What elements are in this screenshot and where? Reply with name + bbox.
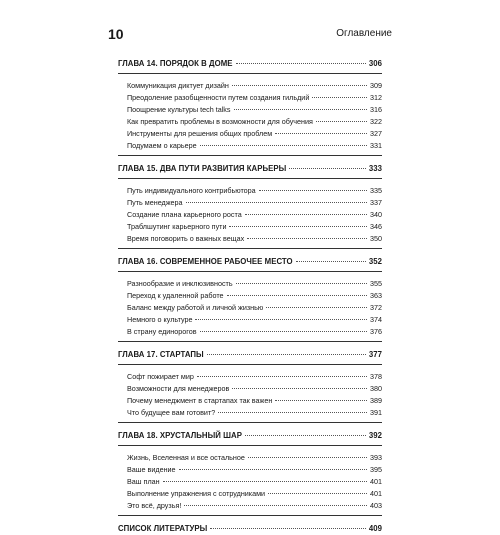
- chapter-page-number: 409: [368, 524, 382, 533]
- chapter-heading-row[interactable]: [118, 429, 382, 442]
- entry-page-number: 322: [370, 117, 382, 126]
- dot-leader: [259, 190, 367, 191]
- dot-leader: [197, 376, 367, 377]
- dot-leader: [289, 168, 365, 169]
- dot-leader: [296, 261, 366, 262]
- entry-page-number: 372: [370, 303, 382, 312]
- dot-leader: [218, 412, 367, 413]
- chapter-heading-row[interactable]: [118, 255, 382, 268]
- toc-entry[interactable]: [127, 464, 382, 476]
- chapter-title: ГЛАВА 16. СОВРЕМЕННОЕ РАБОЧЕЕ МЕСТО: [118, 257, 293, 266]
- chapter-heading-row[interactable]: [118, 57, 382, 70]
- toc-entry[interactable]: [127, 92, 382, 104]
- chapter-rule: [118, 248, 382, 249]
- entry-title: Переход к удаленной работе: [127, 291, 224, 300]
- entry-title: Разнообразие и инклюзивность: [127, 279, 233, 288]
- chapter-rule: [118, 178, 382, 179]
- toc-entry[interactable]: [127, 371, 382, 383]
- chapter-rule: [118, 341, 382, 342]
- dot-leader: [247, 238, 367, 239]
- entry-title: Почему менеджмент в стартапах так важен: [127, 396, 273, 405]
- dot-leader: [227, 295, 367, 296]
- entry-title: Коммуникация диктует дизайн: [127, 81, 229, 90]
- dot-leader: [207, 354, 366, 355]
- entry-page-number: 309: [370, 81, 382, 90]
- chapter-title: ГЛАВА 17. СТАРТАПЫ: [118, 350, 204, 359]
- toc-entry[interactable]: [127, 395, 382, 407]
- chapter-page-number: 392: [368, 431, 382, 440]
- toc-entry[interactable]: [127, 221, 382, 233]
- entry-page-number: 331: [370, 141, 382, 150]
- toc-entry[interactable]: [127, 278, 382, 290]
- toc-chapter: [118, 429, 382, 516]
- entry-page-number: 355: [370, 279, 382, 288]
- dot-leader: [236, 283, 367, 284]
- entry-page-number: 363: [370, 291, 382, 300]
- chapter-rule: [118, 422, 382, 423]
- entry-page-number: 393: [370, 453, 382, 462]
- entry-title: Баланс между работой и личной жизнью: [127, 303, 264, 312]
- entry-title: Выполнение упражнения с сотрудниками: [127, 489, 266, 498]
- entry-title: Подумаем о карьере: [127, 141, 197, 150]
- toc-chapter: [118, 162, 382, 249]
- entry-title: Ваше видение: [127, 465, 176, 474]
- chapter-heading-row[interactable]: [118, 162, 382, 175]
- chapter-heading-row[interactable]: [118, 348, 382, 361]
- entry-page-number: 378: [370, 372, 382, 381]
- page-header: [108, 26, 392, 42]
- entry-title: Путь индивидуального контрибьютора: [127, 186, 256, 195]
- toc-chapter: [118, 57, 382, 156]
- toc-chapter: [118, 522, 382, 535]
- entry-page-number: 403: [370, 501, 382, 510]
- dot-leader: [234, 109, 368, 110]
- dot-leader: [275, 400, 367, 401]
- entry-page-number: 389: [370, 396, 382, 405]
- entry-page-number: 316: [370, 105, 382, 114]
- toc-entry[interactable]: [127, 326, 382, 338]
- toc-entry[interactable]: [127, 116, 382, 128]
- chapter-page-number: 352: [368, 257, 382, 266]
- chapter-rule: [118, 155, 382, 156]
- toc-chapter: [118, 348, 382, 423]
- toc-entry[interactable]: [127, 314, 382, 326]
- chapter-title: ГЛАВА 15. ДВА ПУТИ РАЗВИТИЯ КАРЬЕРЫ: [118, 164, 287, 173]
- toc-entry[interactable]: [127, 302, 382, 314]
- dot-leader: [266, 307, 367, 308]
- entry-page-number: 327: [370, 129, 382, 138]
- dot-leader: [248, 457, 367, 458]
- chapter-rule: [118, 515, 382, 516]
- page-number: 10: [108, 26, 124, 42]
- chapter-rule: [118, 73, 382, 74]
- entry-page-number: 340: [370, 210, 382, 219]
- entry-title: Путь менеджера: [127, 198, 183, 207]
- dot-leader: [210, 528, 365, 529]
- toc-entry[interactable]: [127, 128, 382, 140]
- toc-entry[interactable]: [127, 383, 382, 395]
- dot-leader: [275, 133, 367, 134]
- dot-leader: [179, 469, 367, 470]
- chapter-heading-row[interactable]: [118, 522, 382, 535]
- entry-page-number: 401: [370, 489, 382, 498]
- toc-entry[interactable]: [127, 233, 382, 245]
- toc-entry[interactable]: [127, 104, 382, 116]
- toc-entry[interactable]: [127, 185, 382, 197]
- dot-leader: [268, 493, 367, 494]
- entry-title: Это всё, друзья!: [127, 501, 182, 510]
- entry-page-number: 401: [370, 477, 382, 486]
- dot-leader: [312, 97, 367, 98]
- toc-entry[interactable]: [127, 209, 382, 221]
- toc-entry[interactable]: [127, 488, 382, 500]
- chapter-page-number: 306: [368, 59, 382, 68]
- dot-leader: [186, 202, 367, 203]
- entry-page-number: 346: [370, 222, 382, 231]
- chapter-title: СПИСОК ЛИТЕРАТУРЫ: [118, 524, 208, 533]
- dot-leader: [184, 505, 367, 506]
- entry-page-number: 350: [370, 234, 382, 243]
- running-title: Оглавление: [336, 28, 392, 39]
- entry-page-number: 312: [370, 93, 382, 102]
- toc-entry[interactable]: [127, 80, 382, 92]
- dot-leader: [232, 85, 367, 86]
- dot-leader: [229, 226, 367, 227]
- entry-title: Ваш план: [127, 477, 160, 486]
- entry-page-number: 391: [370, 408, 382, 417]
- entry-title: Создание плана карьерного роста: [127, 210, 242, 219]
- dot-leader: [316, 121, 367, 122]
- toc-entry[interactable]: [127, 500, 382, 512]
- entry-page-number: 380: [370, 384, 382, 393]
- toc-entry[interactable]: [127, 452, 382, 464]
- toc-entry[interactable]: [127, 140, 382, 152]
- toc-entry[interactable]: [127, 476, 382, 488]
- entry-page-number: 376: [370, 327, 382, 336]
- entry-title: Поощрение культуры tech talks: [127, 105, 231, 114]
- chapter-title: ГЛАВА 14. ПОРЯДОК В ДОМЕ: [118, 59, 233, 68]
- table-of-contents: [118, 57, 382, 535]
- chapter-rule: [118, 271, 382, 272]
- chapter-page-number: 377: [368, 350, 382, 359]
- entry-title: Как превратить проблемы в возможности для обучения: [127, 117, 313, 126]
- dot-leader: [195, 319, 367, 320]
- toc-entry[interactable]: [127, 197, 382, 209]
- toc-chapter: [118, 255, 382, 342]
- entry-title: Жизнь, Вселенная и все остальное: [127, 453, 245, 462]
- toc-entry[interactable]: [127, 407, 382, 419]
- dot-leader: [245, 435, 366, 436]
- entry-title: Возможности для менеджеров: [127, 384, 230, 393]
- entry-page-number: 337: [370, 198, 382, 207]
- entry-title: Что будущее вам готовит?: [127, 408, 216, 417]
- dot-leader: [200, 145, 367, 146]
- entry-page-number: 374: [370, 315, 382, 324]
- entry-title: Преодоление разобщенности путем создания гильдий: [127, 93, 310, 102]
- entry-title: В страну единорогов: [127, 327, 197, 336]
- chapter-page-number: 333: [368, 164, 382, 173]
- entry-page-number: 335: [370, 186, 382, 195]
- chapter-rule: [118, 445, 382, 446]
- dot-leader: [245, 214, 367, 215]
- dot-leader: [232, 388, 367, 389]
- entry-title: Немного о культуре: [127, 315, 193, 324]
- entry-title: Софт пожирает мир: [127, 372, 194, 381]
- entry-page-number: 395: [370, 465, 382, 474]
- dot-leader: [200, 331, 367, 332]
- entry-title: Время поговорить о важных вещах: [127, 234, 245, 243]
- dot-leader: [163, 481, 367, 482]
- entry-title: Инструменты для решения общих проблем: [127, 129, 273, 138]
- dot-leader: [236, 63, 366, 64]
- toc-entry[interactable]: [127, 290, 382, 302]
- chapter-title: ГЛАВА 18. ХРУСТАЛЬНЫЙ ШАР: [118, 431, 242, 440]
- entry-title: Траблшутинг карьерного пути: [127, 222, 227, 231]
- chapter-rule: [118, 364, 382, 365]
